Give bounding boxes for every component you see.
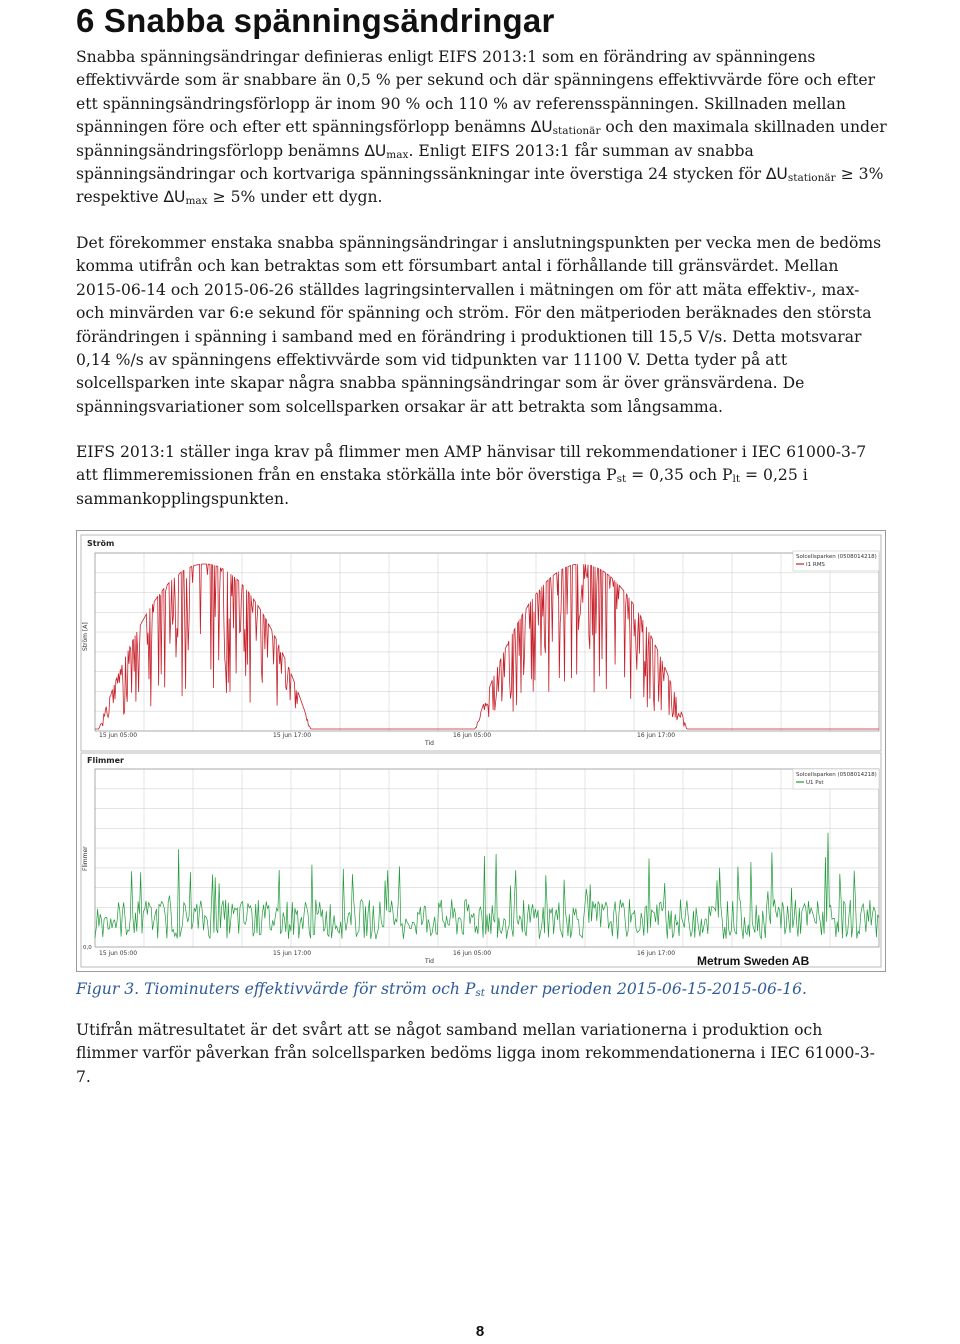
flicker-chart-title: Flimmer bbox=[87, 756, 124, 765]
flicker-panel bbox=[81, 753, 881, 967]
brand-logo-text: Metrum Sweden AB bbox=[697, 954, 810, 968]
flicker-legend bbox=[793, 769, 879, 789]
paragraph-flicker-requirements: EIFS 2013:1 ställer inga krav på flimmer men AMP hänvisar till rekommendationer i IEC 61000-3-7 att flimmeremissionen från en enstaka störkälla inte bör överstiga $P_{st} = 0,35$ och $P_{lt} = 0,25$ i sammankopplingspunkten. bbox=[76, 443, 867, 508]
paragraph-conclusion: Utifrån mätresultatet är det svårt att se något samband mellan variationerna i produktion och flimmer varför påverkan från solcellsparken bedöms ligga inom rekommendationerna i IEC 61000-3-7. bbox=[76, 1021, 875, 1086]
current-y-label: Ström [A] bbox=[82, 622, 89, 651]
flicker-y-tick-0: 0,0 bbox=[83, 945, 92, 951]
current-legend-series: I1 RMS bbox=[806, 562, 825, 568]
paragraph-rapid-voltage-definition: Snabba spänningsändringar definieras enligt EIFS 2013:1 som en förändring av spänningens effektivvärde som är snabbare än 0,5 % per sekund och där spänningens effektivvärde före och efter ett spänningsändringsförlopp är inom 90 % och 110 % av referensspänningen. Skillnaden mellan spänningen före och efter ett spänningsförlopp benämns $\Delta U_{stationär}$ och den maximala skillnaden under spänningsändringsförlopp benämns $\Delta U_{max}$. Enligt EIFS 2013:1 får summan av snabba spänningsändringar och kortvariga spänningssänkningar inte överstiga 24 stycken för $\Delta U_{stationär} \ge 3\%$ respektive $\Delta U_{max} \ge 5\%$ under ett dygn. bbox=[76, 48, 887, 208]
flicker-legend-series: U1 Pst bbox=[806, 780, 824, 786]
flicker-x-label: Tid bbox=[425, 958, 434, 965]
paragraph-measurement-results: Det förekommer enstaka snabba spänningsändringar i anslutningspunkten per vecka men de bedöms komma utifrån och kan betraktas som ett försumbart antal i förhållande till gränsvärdet. Mellan 2015-06-14 och 2015-06-26 ställdes lagringsintervallen i mätningen om för att mäta effektiv-, max- och minvärden var 6:e sekund för spänning och ström. För den mätperioden beräknades den största förändringen i spänning i samband med en förändring i produktionen till 15,5 V/s. Detta motsvarar 0,14 %/s av spänningens effektivvärde som vid tidpunkten var 11100 V. Detta tyder på att solcellsparken inte skapar några snabba spänningsändringar som är över gränsvärdena. De spänningsvariationer som solcellsparken orsakar är att betrakta som långsamma. bbox=[76, 234, 882, 416]
page-title: 6 Snabba spänningsändringar bbox=[76, 2, 555, 39]
current-chart-title: Ström bbox=[87, 539, 115, 548]
current-x-tick-0: 15 jun 05:00 bbox=[99, 732, 138, 739]
current-x-tick-1: 15 jun 17:00 bbox=[273, 732, 312, 739]
measurement-figure bbox=[76, 530, 886, 972]
flicker-x-tick-0: 15 jun 05:00 bbox=[99, 950, 138, 957]
chart-svg bbox=[77, 531, 885, 971]
flicker-x-tick-1: 15 jun 17:00 bbox=[273, 950, 312, 957]
current-legend bbox=[793, 551, 879, 571]
flicker-y-label: Flimmer bbox=[82, 846, 89, 871]
current-x-label: Tid bbox=[425, 740, 434, 747]
figure-caption: Figur 3. Tiominuters effektivvärde för ström och $P_{st}$ under perioden 2015-06-15-2015-06-16. bbox=[76, 980, 807, 999]
current-x-tick-3: 16 jun 17:00 bbox=[637, 732, 676, 739]
flicker-x-tick-2: 16 jun 05:00 bbox=[453, 950, 492, 957]
current-legend-source: Solcellsparken (0508014218) bbox=[796, 554, 877, 560]
flicker-x-tick-3: 16 jun 17:00 bbox=[637, 950, 676, 957]
flicker-legend-source: Solcellsparken (0508014218) bbox=[796, 772, 877, 778]
page-number: 8 bbox=[475, 1323, 485, 1340]
current-x-tick-2: 16 jun 05:00 bbox=[453, 732, 492, 739]
